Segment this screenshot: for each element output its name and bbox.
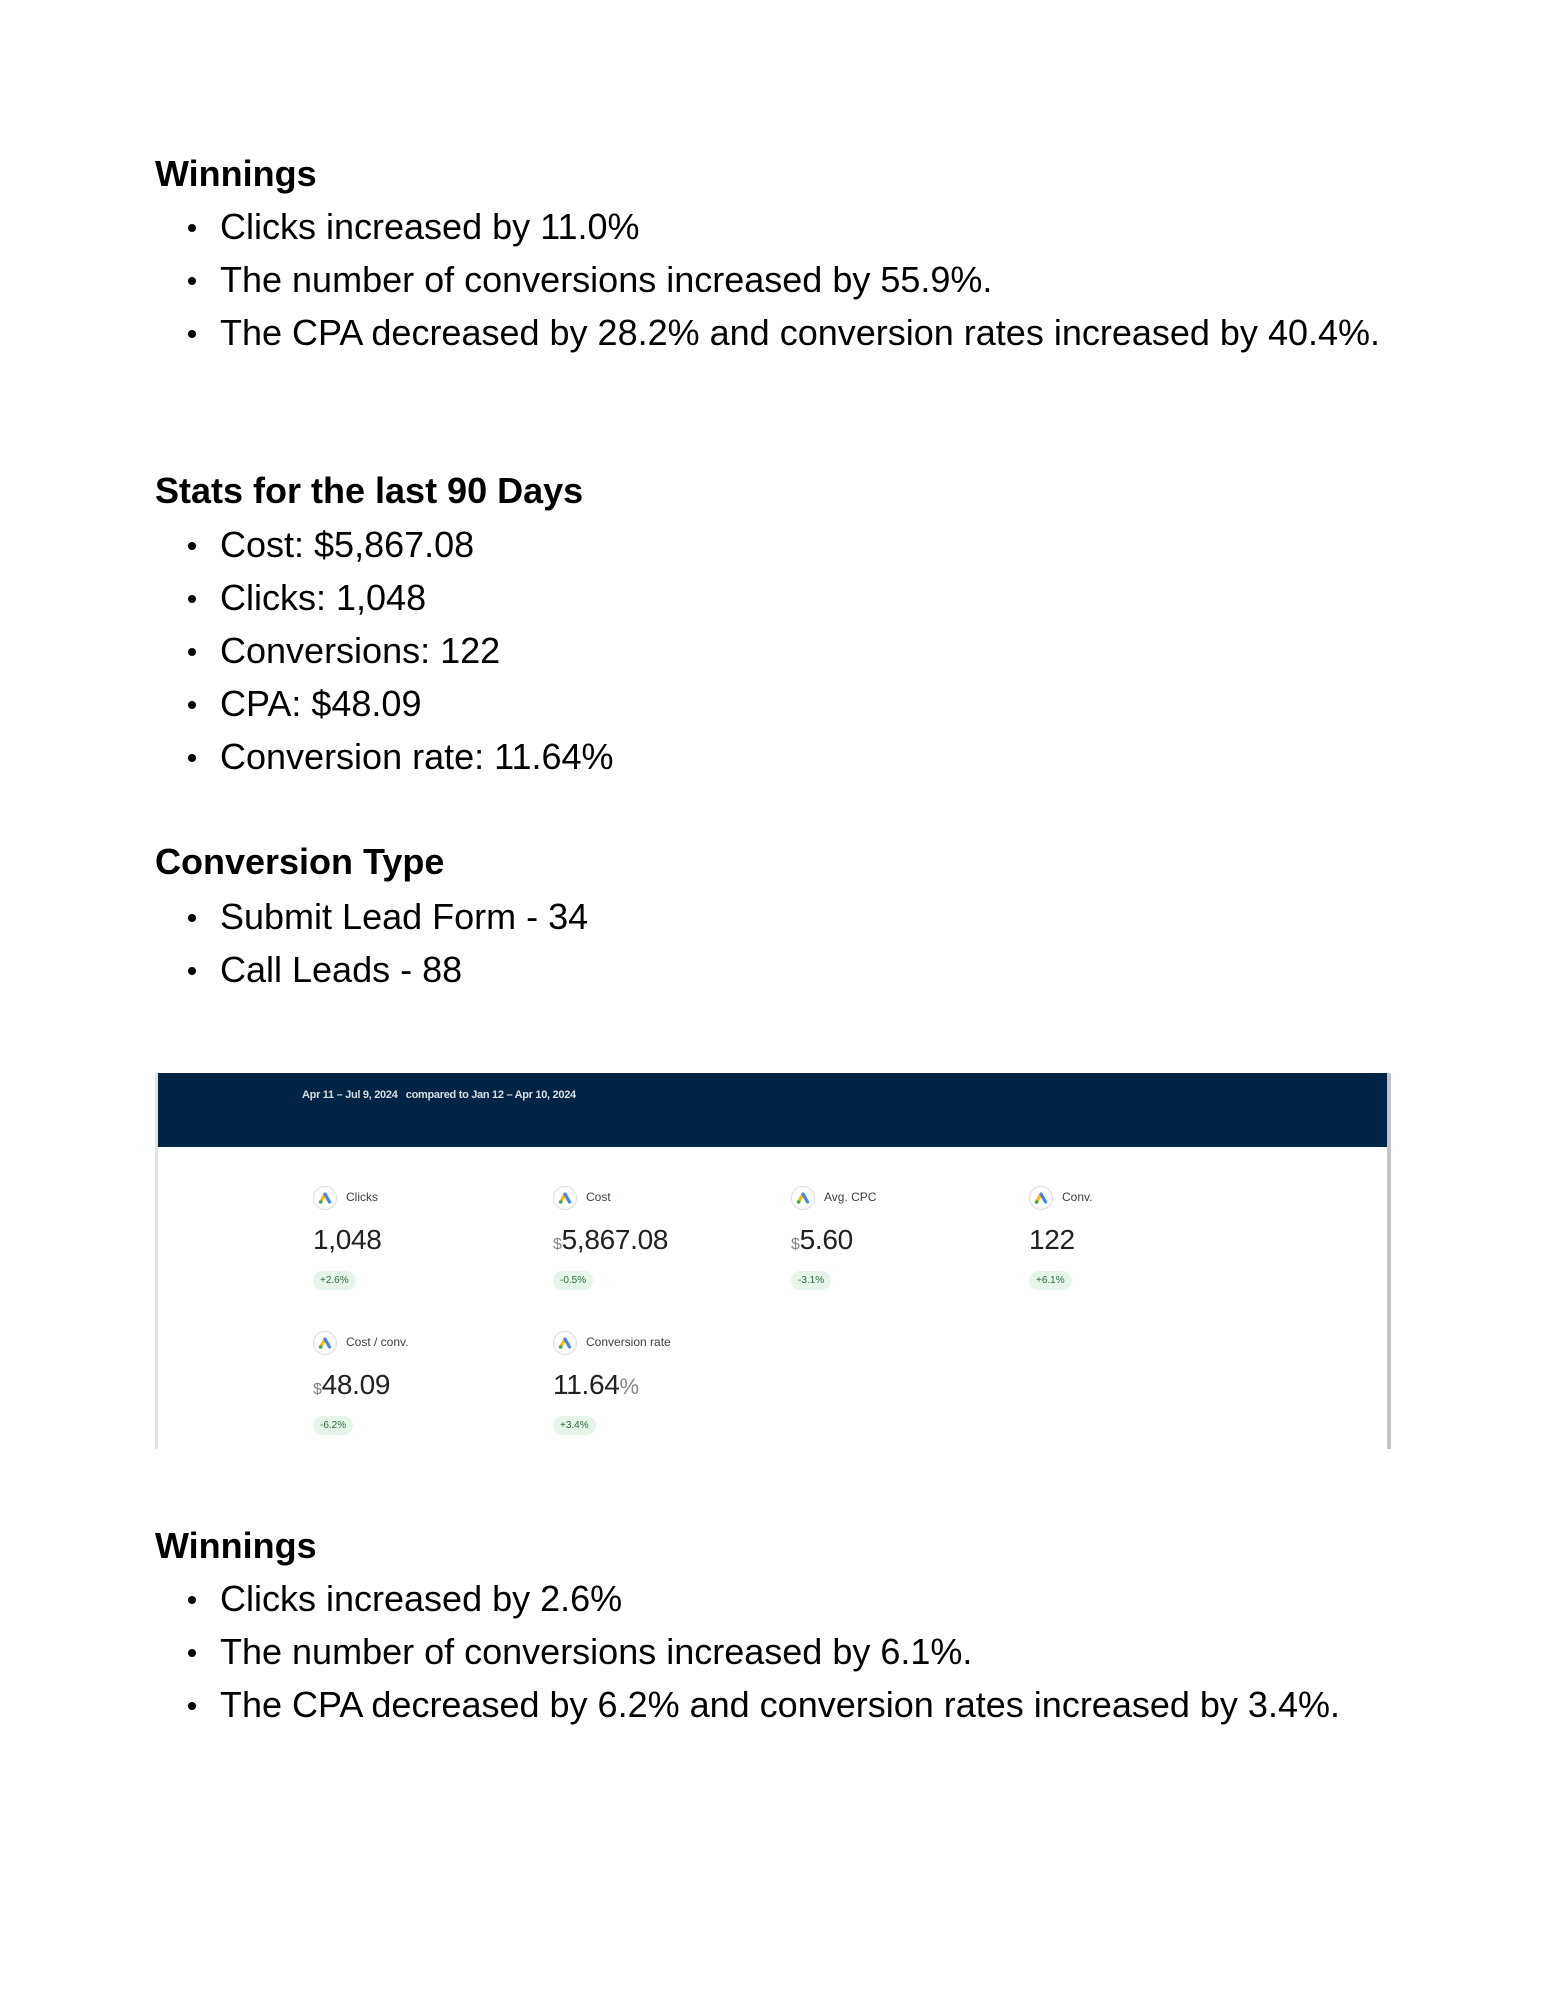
bullet-icon (188, 224, 196, 232)
bullet-icon (188, 914, 196, 922)
change-badge: -0.5% (553, 1271, 593, 1290)
stats-list (155, 518, 1380, 783)
metric-value: $5,867.08 (553, 1224, 669, 1255)
metric-label: Conversion rate (586, 1335, 671, 1349)
list-item-text: Conversions: 122 (220, 630, 501, 671)
bullet-icon (188, 967, 196, 975)
bullet-icon (188, 1596, 196, 1604)
bullet-icon (188, 648, 196, 656)
google-ads-icon (1029, 1186, 1053, 1210)
metric-label: Avg. CPC (824, 1190, 877, 1204)
metric-label: Clicks (346, 1190, 378, 1204)
list-item-text: Conversion rate: 11.64% (220, 736, 614, 777)
bullet-icon (188, 754, 196, 762)
list-item (155, 253, 1380, 306)
list-item-text: CPA: $48.09 (220, 683, 422, 724)
list-item (155, 518, 1380, 571)
list-item (155, 306, 1390, 359)
metric-value: 122 (1029, 1224, 1075, 1255)
list-item-text: The number of conversions increased by 6.1%. (220, 1631, 973, 1672)
list-item (155, 200, 1380, 253)
google-ads-icon (313, 1186, 337, 1210)
bullet-icon (188, 1702, 196, 1710)
metric-value: $48.09 (313, 1369, 391, 1400)
bullet-icon (188, 1649, 196, 1657)
list-item (155, 943, 1380, 996)
list-item-text: The CPA decreased by 28.2% and conversion rates increased by 40.4%. (220, 312, 1381, 353)
list-item (155, 890, 1380, 943)
conversion-type-list (155, 890, 1380, 996)
bullet-icon (188, 595, 196, 603)
metric-value: 11.64% (553, 1369, 639, 1400)
list-item (155, 1678, 1370, 1731)
google-ads-icon (791, 1186, 815, 1210)
list-item-text: Call Leads - 88 (220, 949, 463, 990)
list-item-text: Cost: $5,867.08 (220, 524, 475, 565)
winnings-heading-2: Winnings (155, 1525, 317, 1566)
metric-card-cost-per-conversion (313, 1331, 533, 1451)
list-item-text: Clicks increased by 11.0% (220, 206, 640, 247)
list-item (155, 677, 1380, 730)
stats-heading: Stats for the last 90 Days (155, 470, 584, 511)
metric-value: 1,048 (313, 1224, 382, 1255)
metric-card-conversions (1029, 1186, 1249, 1306)
google-ads-report-screenshot (155, 1073, 1391, 1449)
list-item (155, 1625, 1380, 1678)
change-badge: +2.6% (313, 1271, 356, 1290)
bullet-icon (188, 330, 196, 338)
date-range: Apr 11 – Jul 9, 2024 compared to Jan 12 – Apr 10, 2024 (302, 1089, 576, 1101)
conversion-type-heading: Conversion Type (155, 841, 445, 882)
list-item-text: The number of conversions increased by 55.9%. (220, 259, 993, 300)
google-ads-icon (553, 1186, 577, 1210)
metric-card-avg-cpc (791, 1186, 1011, 1306)
list-item-text: Submit Lead Form - 34 (220, 896, 589, 937)
winnings-list (155, 200, 1390, 359)
metric-card-cost (553, 1186, 773, 1306)
list-item (155, 730, 1380, 783)
bullet-icon (188, 277, 196, 285)
list-item-text: The CPA decreased by 6.2% and conversion rates increased by 3.4%. (220, 1684, 1340, 1725)
google-ads-icon (313, 1331, 337, 1355)
winnings-list-2 (155, 1572, 1380, 1731)
report-banner (158, 1073, 1387, 1147)
list-item (155, 571, 1380, 624)
metric-label: Conv. (1062, 1190, 1093, 1204)
change-badge: -6.2% (313, 1416, 353, 1435)
bullet-icon (188, 542, 196, 550)
metric-card-clicks (313, 1186, 533, 1306)
list-item (155, 1572, 1380, 1625)
change-badge: -3.1% (791, 1271, 831, 1290)
google-ads-icon (553, 1331, 577, 1355)
list-item-text: Clicks increased by 2.6% (220, 1578, 623, 1619)
metric-label: Cost (586, 1190, 611, 1204)
metric-value: $5.60 (791, 1224, 853, 1255)
metric-label: Cost / conv. (346, 1335, 409, 1349)
winnings-heading: Winnings (155, 153, 317, 194)
metric-card-conversion-rate (553, 1331, 773, 1451)
bullet-icon (188, 701, 196, 709)
list-item-text: Clicks: 1,048 (220, 577, 427, 618)
change-badge: +3.4% (553, 1416, 596, 1435)
change-badge: +6.1% (1029, 1271, 1072, 1290)
list-item (155, 624, 1380, 677)
